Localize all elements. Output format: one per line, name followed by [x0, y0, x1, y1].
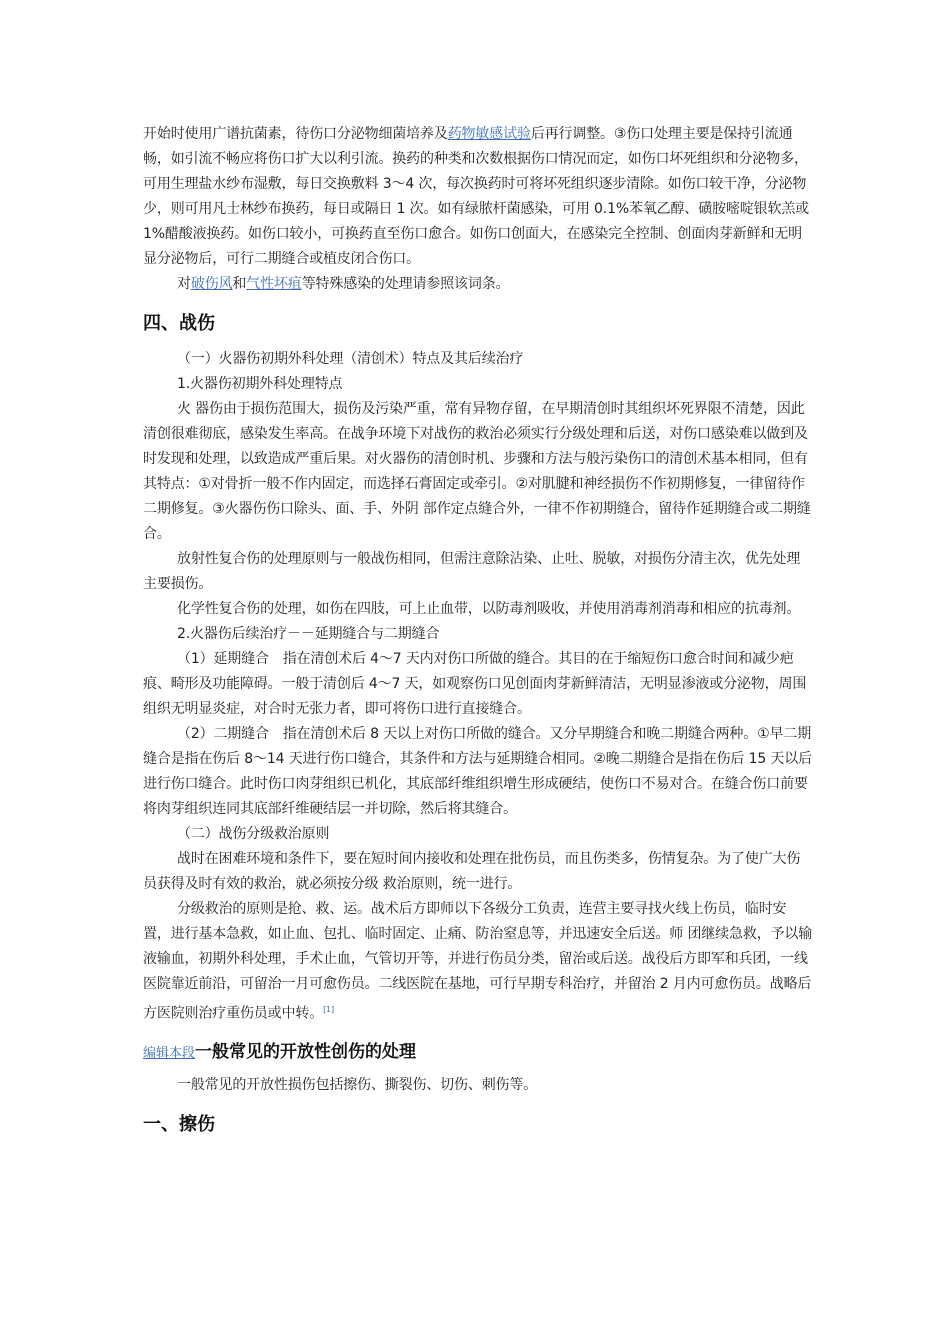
paragraph-triage-intro: 战时在困难环境和条件下，要在短时间内接收和处理在批伤员，而且伤类多，伤情复杂。为了使广大伤员获得及时有效的救治，就必须按分级 救治原则，统一进行。: [143, 851, 801, 892]
text: 分级救治的原则是抢、救、运。战术后方即师以下各级分工负责，连营主要寻找火线上伤员，临时安置，进行基本急救，如止血、包扎、临时固定、止痛、防治窒息等，并迅速安全后送。师 团继续急救，予以输液输血，初期外科处理，手术止血，气管切开等，并进行伤员分类，留治或后送。战役后方即军和兵团，一线医院靠近前沿，可留治一月可愈伤员。二线医院在基地，可行早期专科治疗，并留治 2 月内可愈伤员。战略后方医院则治疗重伤员或中转。: [143, 901, 813, 1022]
content-column: [143, 122, 813, 1148]
paragraph-treatment: [143, 122, 813, 272]
section-title: 一般常见的开放性创伤的处理: [195, 1041, 417, 1062]
text: 对: [177, 276, 191, 292]
footnote-reference[interactable]: [1]: [323, 1005, 334, 1014]
edit-section-link[interactable]: 编辑本段: [143, 1045, 196, 1061]
link-drug-sensitivity-test[interactable]: 药物敏感试验: [447, 126, 531, 142]
paragraph-radiation: 放射性复合伤的处理原则与一般战伤相同，但需注意除沾染、止吐、脱敏，对损伤分清主次，优先处理主要损伤。: [143, 551, 801, 592]
paragraph-secondary-suture: （2）二期缝合 指在清创术后 8 天以上对伤口所做的缝合。又分早期缝合和晚二期缝合两种。①早二期缝合是指在伤后 8～14 天进行伤口缝合，其条件和方法与延期缝合相同。②晚二期缝合是指在伤后 15 天以后进行伤口缝合。此时伤口肉芽组织已机化，其底部纤维组织增生形成硬结，使伤口不易对合。在缝合伤口前要将肉芽组织连同其底部纤维硬结层一并切除，然后将其缝合。: [143, 726, 812, 817]
paragraph-section-intro: 一般常见的开放性损伤包括擦伤、撕裂伤、切伤、刺伤等。: [177, 1076, 538, 1093]
link-tetanus[interactable]: 破伤风: [190, 276, 233, 292]
text: 和: [232, 276, 247, 292]
subheading-triage: （二）战伤分级救治原则: [177, 826, 330, 842]
heading-abrasion: 一、擦伤: [143, 1113, 215, 1135]
subheading-firearm-wounds: （一）火器伤初期外科处理（清创术）特点及其后续治疗: [177, 351, 524, 367]
paragraph-special-infections: [143, 272, 813, 297]
text: 后再行调整。③伤口处理主要是保持引流通畅，如引流不畅应将伤口扩大以利引流。换药的种类和次数根据伤口情况而定，如伤口坏死组织和分泌物多，可用生理盐水纱布湿敷，每日交换敷料 3～4 次，每次换药时可将坏死组织逐步清除。如伤口较干净，分泌物少，则可用凡士林纱布换药，每日或隔日 1 次。如有绿脓杆菌感染，可用 0.1%苯氧乙醇、磺胺嘧啶银软羔或 1%醋酸液换药。如伤口较小，可换药直至伤口愈合。如伤口创面大，在感染完全控制、创面肉芽新鲜和无明显分泌物后，可行二期缝合或植皮闭合伤口。: [143, 126, 810, 267]
item-heading-1: 1.火器伤初期外科处理特点: [177, 376, 343, 392]
link-gas-gangrene[interactable]: 气性坏疽: [246, 276, 302, 292]
paragraph-triage-principles: [143, 897, 813, 1027]
text: 等特殊感染的处理请参照该词条。: [301, 276, 510, 292]
paragraph-delayed-suture: （1）延期缝合 指在清创术后 4～7 天内对伤口所做的缝合。其目的在于缩短伤口愈合时间和减少疤痕、畸形及功能障碍。一般于清创后 4～7 天，如观察伤口见创面肉芽新鲜清洁，无明显渗液或分泌物，周围组织无明显炎症，对合时无张力者，即可将伤口进行直接缝合。: [143, 651, 807, 717]
item-heading-2: 2.火器伤后续治疗－－延期缝合与二期缝合: [177, 626, 440, 642]
text: 开始时使用广谱抗菌素，待伤口分泌物细菌培养及: [143, 126, 448, 142]
paragraph-chemical: 化学性复合伤的处理，如伤在四肢，可上止血带，以防毒剂吸收，并使用消毒剂消毒和相应的抗毒剂。: [177, 601, 801, 617]
section-heading: [143, 1039, 813, 1067]
heading-war-wounds: 四、战伤: [143, 313, 215, 334]
paragraph-firearm-features: 火 器伤由于损伤范围大，损伤及污染严重，常有异物存留，在早期清创时其组织坏死界限不清楚，因此清创很难彻底，感染发生率高。在战争环境下对战伤的救治必须实行分级处理和后送，对伤口感染难以做到及时发现和处理，以致造成严重后果。对火器伤的清创时机、步骤和方法与般污染伤口的清创术基本相同，但有其特点：①对骨折一般不作内固定，而选择石膏固定或牵引。②对肌腱和神经损伤不作初期修复，一律留待作二期修复。③火器伤伤口除头、面、手、外阴 部作定点缝合外，一律不作初期缝合，留待作延期缝合或二期缝合。: [143, 401, 811, 542]
